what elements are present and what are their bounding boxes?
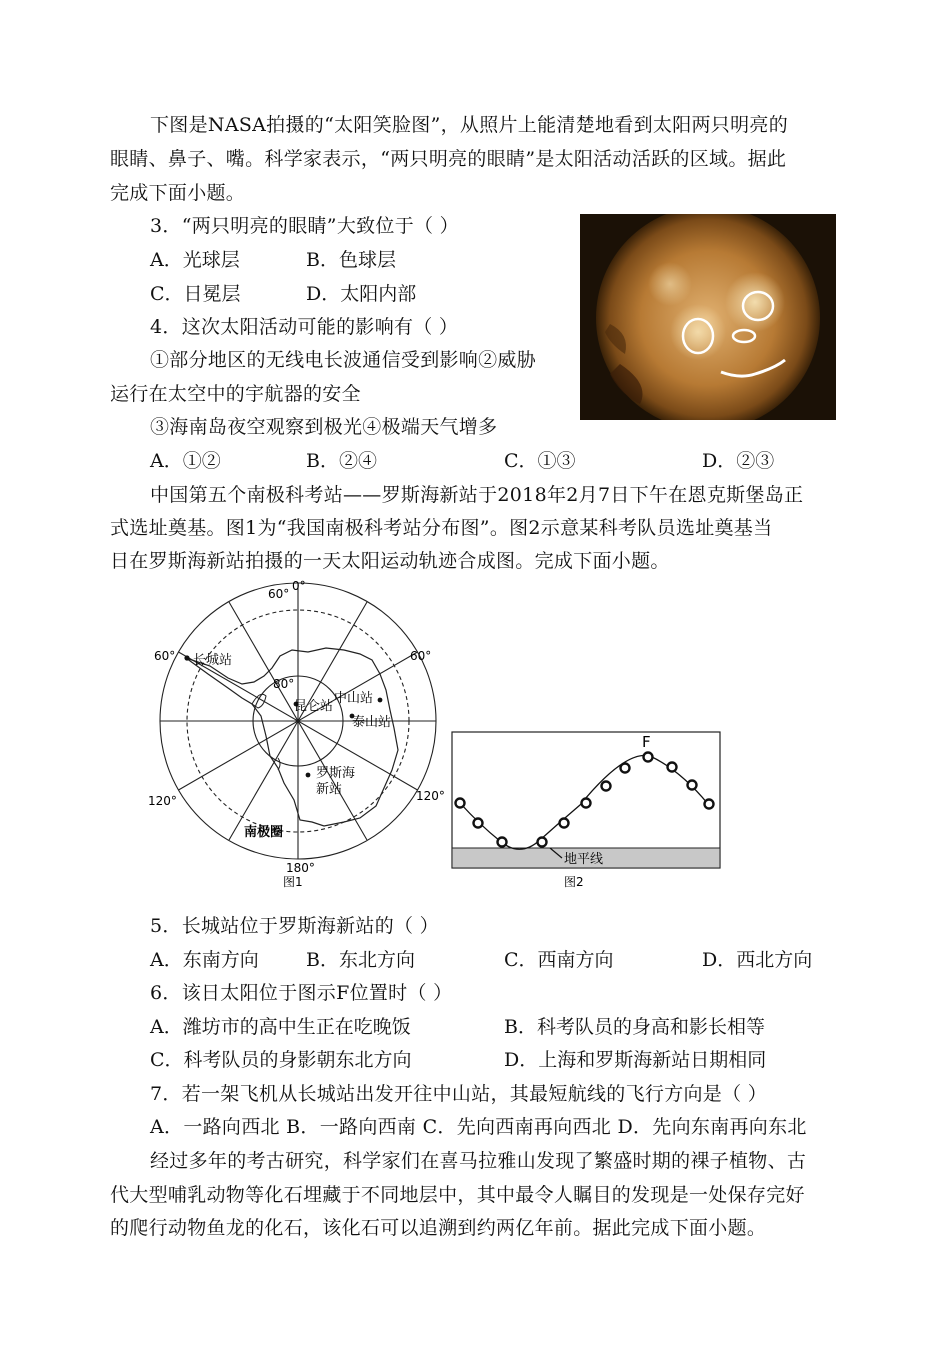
figure1-antarctic-map bbox=[148, 578, 448, 893]
fig1-station-taishan: 泰山站 bbox=[352, 715, 392, 730]
q6-option-b: B．科考队员的身高和影长相等 bbox=[504, 1016, 765, 1038]
q4-line3: ③海南岛夜空观察到极光④极端天气增多 bbox=[150, 416, 498, 438]
fig1-lat-0: 0° bbox=[292, 579, 306, 593]
q4-option-c: C．①③ bbox=[504, 450, 576, 472]
q5-stem: 5．长城站位于罗斯海新站的（ ） bbox=[150, 915, 439, 937]
passage1-line1: 下图是NASA拍摄的“太阳笑脸图”，从照片上能清楚地看到太阳两只明亮的 bbox=[150, 114, 789, 136]
fig1-lat-120-right: 120° bbox=[416, 789, 445, 803]
fig1-lat-120-left: 120° bbox=[148, 794, 177, 808]
fig1-lat-80: 80° bbox=[273, 677, 295, 691]
q6-option-a: A．潍坊市的高中生正在吃晚饭 bbox=[150, 1016, 411, 1038]
passage3-line2: 代大型哺乳动物等化石埋藏于不同地层中，其中最令人瞩目的发现是一处保存完好 bbox=[110, 1184, 805, 1206]
fig1-station-ross-line2: 新站 bbox=[316, 782, 343, 797]
q7-stem: 7．若一架飞机从长城站出发开往中山站，其最短航线的飞行方向是（ ） bbox=[150, 1083, 768, 1105]
fig1-lat-60-top: 60° bbox=[268, 587, 290, 601]
fig1-lat-60-right: 60° bbox=[410, 649, 432, 663]
q3-option-b: B．色球层 bbox=[306, 249, 396, 271]
passage2-line2: 式选址奠基。图1为“我国南极科考站分布图”。图2示意某科考队员选址奠基当 bbox=[110, 517, 773, 539]
fig2-point-f: F bbox=[642, 733, 651, 751]
q4-option-b: B．②④ bbox=[306, 450, 377, 472]
q6-stem: 6．该日太阳位于图示F位置时（ ） bbox=[150, 982, 453, 1004]
fig1-lat-60-left: 60° bbox=[154, 649, 176, 663]
fig1-station-kunlun: 昆仑站 bbox=[294, 699, 334, 714]
figure2-sun-path bbox=[450, 730, 725, 892]
q7-options: A．一路向西北 B．一路向西南 C．先向西南再向西北 D．先向东南再向东北 bbox=[150, 1116, 807, 1138]
q6-option-d: D．上海和罗斯海新站日期相同 bbox=[504, 1049, 767, 1071]
q5-option-d: D．西北方向 bbox=[702, 949, 813, 971]
fig2-horizon-label: 地平线 bbox=[564, 852, 604, 867]
q4-option-d: D．②③ bbox=[702, 450, 775, 472]
fig1-station-ross-line1: 罗斯海 bbox=[316, 766, 356, 781]
q5-option-b: B．东北方向 bbox=[306, 949, 415, 971]
passage1-line3: 完成下面小题。 bbox=[110, 182, 246, 204]
fig1-lat-180: 180° bbox=[286, 861, 315, 875]
fig2-caption: 图2 bbox=[564, 875, 584, 889]
fig1-station-zhongshan: 中山站 bbox=[334, 691, 374, 706]
sun-smile-photo bbox=[580, 214, 836, 420]
q3-option-c: C．日冕层 bbox=[150, 283, 241, 305]
fig1-antarctic-circle-label: 南极圈 bbox=[244, 825, 284, 840]
fig1-station-changcheng: 长城站 bbox=[193, 653, 233, 668]
q4-option-a: A．①② bbox=[150, 450, 221, 472]
passage3-line1: 经过多年的考古研究，科学家们在喜马拉雅山发现了繁盛时期的裸子植物、古 bbox=[150, 1150, 807, 1172]
q3-option-a: A．光球层 bbox=[150, 249, 240, 271]
passage1-line2: 眼睛、鼻子、嘴。科学家表示，“两只明亮的眼睛”是太阳活动活跃的区域。据此 bbox=[110, 148, 787, 170]
q4-stem: 4．这次太阳活动可能的影响有（ ） bbox=[150, 316, 459, 338]
q3-option-d: D．太阳内部 bbox=[306, 283, 417, 305]
q5-option-c: C．西南方向 bbox=[504, 949, 614, 971]
passage3-line3: 的爬行动物鱼龙的化石，该化石可以追溯到约两亿年前。据此完成下面小题。 bbox=[110, 1217, 767, 1239]
q4-line2: 运行在太空中的宇航器的安全 bbox=[110, 383, 361, 405]
q3-stem: 3．“两只明亮的眼睛”大致位于（ ） bbox=[150, 215, 459, 237]
fig1-caption: 图1 bbox=[283, 875, 303, 889]
passage2-line3: 日在罗斯海新站拍摄的一天太阳运动轨迹合成图。完成下面小题。 bbox=[110, 550, 670, 572]
q5-option-a: A．东南方向 bbox=[150, 949, 259, 971]
q6-option-c: C．科考队员的身影朝东北方向 bbox=[150, 1049, 412, 1071]
passage2-line1: 中国第五个南极科考站——罗斯海新站于2018年2月7日下午在恩克斯堡岛正 bbox=[150, 484, 804, 506]
q4-line1: ①部分地区的无线电长波通信受到影响②威胁 bbox=[150, 349, 537, 371]
